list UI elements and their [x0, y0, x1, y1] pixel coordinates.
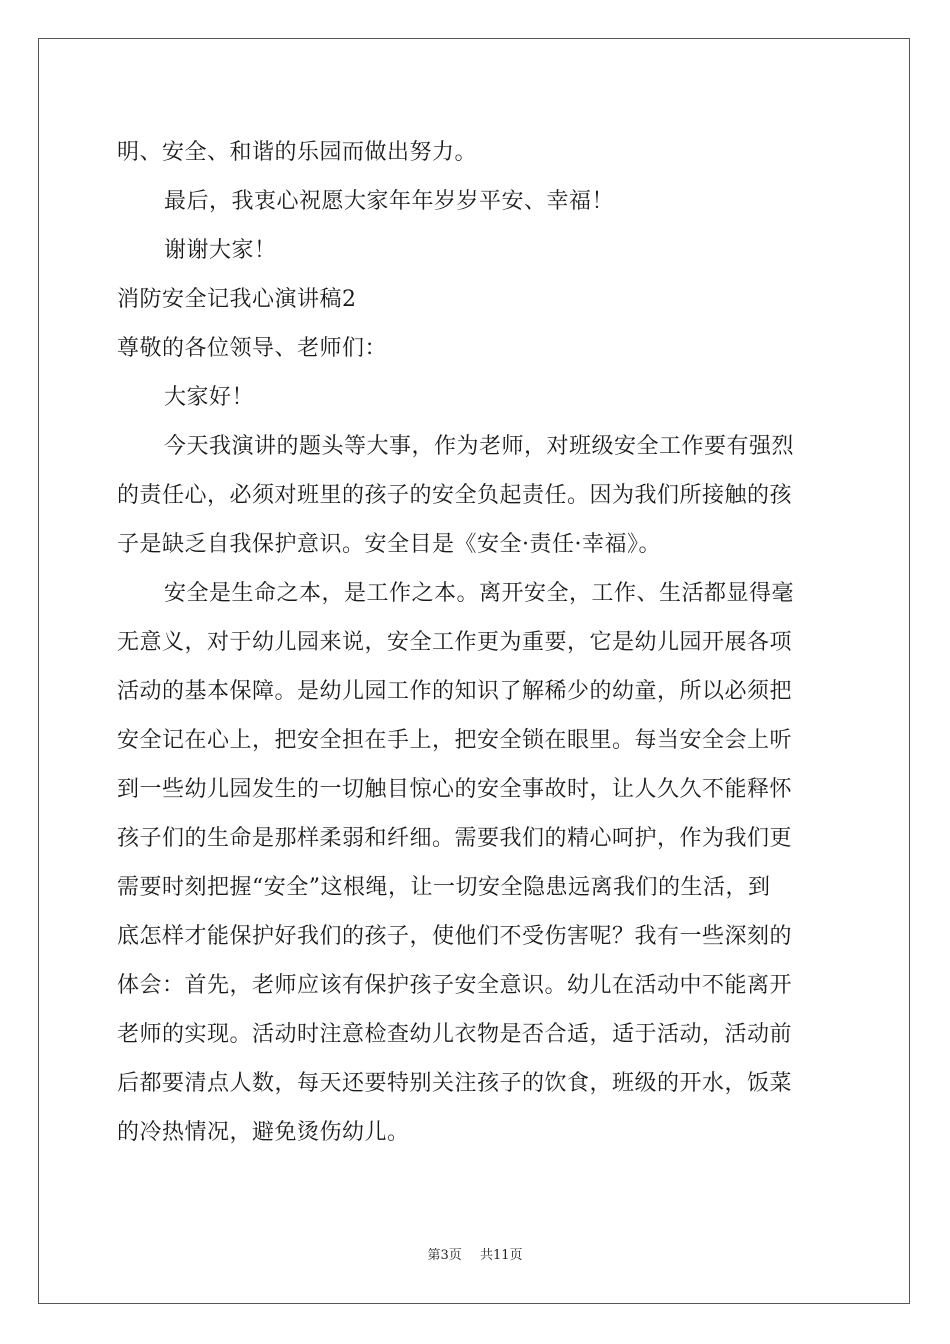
- text-line: 底怎样才能保护好我们的孩子，使他们不受伤害呢？我有一些深刻的: [117, 924, 793, 949]
- text-line: 老师的实现。活动时注意检查幼儿衣物是否合适，适于活动，活动前: [117, 1022, 793, 1047]
- current-page-number: 第3页: [427, 1248, 462, 1263]
- text-line: 今天我演讲的题头等大事，作为老师，对班级安全工作要有强烈: [164, 434, 795, 459]
- text-line: 后都要清点人数，每天还要特别关注孩子的饮食，班级的开水，饭菜: [117, 1071, 793, 1096]
- total-pages: 共11页: [479, 1248, 523, 1263]
- text-line: 安全记在心上，把安全担在手上，把安全锁在眼里。每当安全会上听: [117, 728, 793, 753]
- text-line: 的责任心，必须对班里的孩子的安全负起责任。因为我们所接触的孩: [117, 483, 793, 508]
- text-line: 到一些幼儿园发生的一切触目惊心的安全事故时，让人久久不能释怀: [117, 777, 793, 802]
- text-line: 谢谢大家！: [164, 238, 277, 263]
- document-body: [117, 128, 833, 1157]
- section-title: 消防安全记我心演讲稿2: [117, 287, 357, 312]
- text-line: 子是缺乏自我保护意识。安全目是《安全·责任·幸福》。: [117, 532, 661, 557]
- text-line: 的冷热情况，避免烫伤幼儿。: [117, 1120, 410, 1145]
- salutation: 尊敬的各位领导、老师们：: [117, 336, 388, 361]
- text-line: 安全是生命之本，是工作之本。离开安全，工作、生活都显得毫: [164, 581, 795, 606]
- text-line: 孩子们的生命是那样柔弱和纤细。需要我们的精心呵护，作为我们更: [117, 826, 793, 851]
- greeting: 大家好！: [164, 385, 255, 410]
- text-line: 最后，我衷心祝愿大家年年岁岁平安、幸福！: [164, 189, 615, 214]
- text-line: 体会：首先，老师应该有保护孩子安全意识。幼儿在活动中不能离开: [117, 973, 793, 998]
- text-line: 明、安全、和谐的乐园而做出努力。: [117, 140, 478, 165]
- text-line: 无意义，对于幼儿园来说，安全工作更为重要，它是幼儿园开展各项: [117, 630, 793, 655]
- text-line: 需要时刻把握“安全”这根绳，让一切安全隐患远离我们的生活，到: [117, 875, 771, 900]
- text-line: 活动的基本保障。是幼儿园工作的知识了解稀少的幼童，所以必须把: [117, 679, 793, 704]
- page-footer: [0, 1246, 950, 1266]
